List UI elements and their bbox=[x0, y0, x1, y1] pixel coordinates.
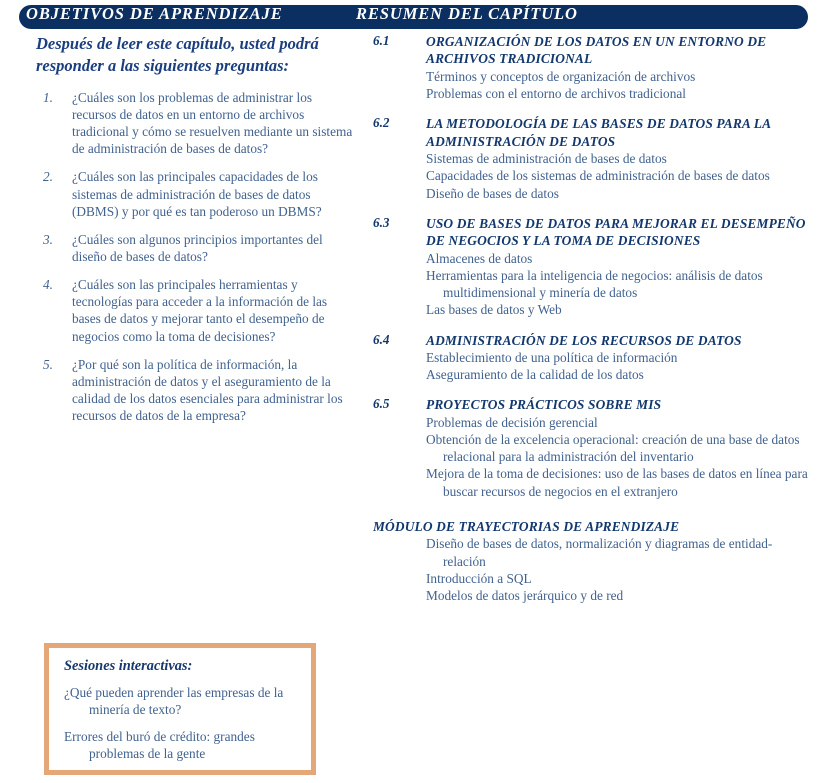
section-title: PROYECTOS PRÁCTICOS SOBRE MIS bbox=[426, 397, 662, 413]
list-item: Errores del buró de crédito: grandes problemas de la gente bbox=[64, 728, 255, 761]
question-number: 5. bbox=[43, 356, 53, 372]
section-subitems bbox=[426, 414, 811, 500]
summary-column bbox=[373, 33, 811, 604]
section-title: LA METODOLOGÍA DE LAS BASES DE DATOS PARA LA ADMINISTRACIÓN DE DATOS bbox=[426, 116, 771, 149]
list-item: Diseño de bases de datos, normalización y diagramas de entidad-relación bbox=[426, 536, 773, 569]
objectives-column bbox=[36, 33, 356, 435]
list-item: Términos y conceptos de organización de archivos bbox=[426, 68, 696, 84]
list-item: Sistemas de administración de bases de datos bbox=[426, 151, 667, 167]
section-number: 6.4 bbox=[373, 331, 390, 347]
list-item bbox=[36, 89, 356, 158]
list-item: Aseguramiento de la calidad de los datos bbox=[426, 367, 644, 383]
question-number: 4. bbox=[43, 277, 53, 293]
list-item: Las bases de datos y Web bbox=[426, 302, 562, 318]
section-subitems bbox=[426, 68, 811, 102]
section-number: 6.5 bbox=[373, 396, 390, 412]
list-item bbox=[36, 168, 356, 219]
section-title: ADMINISTRACIÓN DE LOS RECURSOS DE DATOS bbox=[426, 332, 742, 348]
list-item: Establecimiento de una política de información bbox=[426, 349, 678, 365]
module-subitems bbox=[426, 535, 811, 604]
list-item: Obtención de la excelencia operacional: creación de una base de datos relacional para la administración del inventario bbox=[426, 432, 800, 465]
list-item: Mejora de la toma de decisiones: uso de las bases de datos en línea para buscar recursos de negocios en el extranjero bbox=[426, 466, 808, 499]
list-item: Capacidades de los sistemas de administración de bases de datos bbox=[426, 168, 770, 184]
summary-section bbox=[373, 33, 811, 102]
objectives-header-title: OBJETIVOS DE APRENDIZAJE bbox=[26, 4, 283, 23]
list-item bbox=[36, 276, 356, 345]
question-text: ¿Cuáles son las principales herramientas y tecnologías para acceder a la información de las bases de datos y mejorar tanto el desempeño de negocios como la toma de decisiones? bbox=[72, 277, 328, 344]
objectives-question-list bbox=[36, 89, 356, 424]
list-item: Diseño de bases de datos bbox=[426, 185, 559, 201]
summary-section bbox=[373, 215, 811, 319]
interactive-sessions-box bbox=[44, 643, 316, 775]
list-item: ¿Qué pueden aprender las empresas de la minería de texto? bbox=[64, 685, 284, 718]
section-subitems bbox=[426, 349, 811, 383]
question-text: ¿Por qué son la política de información, la administración de datos y el aseguramiento de la calidad de los datos esenciales para administrar los recursos de datos de la empresa? bbox=[72, 356, 343, 424]
section-number: 6.2 bbox=[373, 115, 390, 131]
question-text: ¿Cuáles son los problemas de administrar los recursos de datos en un entorno de archivos tradicional y cómo se resuelven mediante un sistema de administración de bases de datos? bbox=[72, 89, 353, 157]
summary-section bbox=[373, 396, 811, 500]
section-title: ORGANIZACIÓN DE LOS DATOS EN UN ENTORNO DE ARCHIVOS TRADICIONAL bbox=[426, 34, 767, 67]
summary-section bbox=[373, 115, 811, 202]
objectives-intro: Después de leer este capítulo, usted podrá responder a las siguientes preguntas: bbox=[36, 34, 319, 75]
interactive-sessions-title: Sesiones interactivas: bbox=[64, 658, 193, 674]
question-text: ¿Cuáles son algunos principios importantes del diseño de bases de datos? bbox=[72, 231, 323, 264]
list-item bbox=[36, 231, 356, 265]
question-number: 2. bbox=[43, 169, 53, 185]
summary-section bbox=[373, 332, 811, 384]
list-item: Modelos de datos jerárquico y de red bbox=[426, 587, 624, 603]
list-item: Problemas con el entorno de archivos tradicional bbox=[426, 86, 686, 102]
section-number: 6.3 bbox=[373, 214, 390, 230]
section-title: USO DE BASES DE DATOS PARA MEJORAR EL DESEMPEÑO DE NEGOCIOS Y LA TOMA DE DECISIONES bbox=[426, 215, 806, 249]
section-subitems bbox=[426, 250, 811, 319]
learning-paths-module bbox=[373, 518, 811, 604]
module-title: MÓDULO DE TRAYECTORIAS DE APRENDIZAJE bbox=[373, 518, 680, 534]
list-item: Herramientas para la inteligencia de negocios: análisis de datos multidimensional y minería de datos bbox=[426, 267, 763, 301]
question-number: 1. bbox=[43, 89, 53, 105]
list-item: Introducción a SQL bbox=[426, 570, 532, 586]
list-item: Problemas de decisión gerencial bbox=[426, 414, 598, 430]
question-text: ¿Cuáles son las principales capacidades de los sistemas de administración de bases de datos (DBMS) y por qué es tan poderoso un DBMS? bbox=[72, 169, 322, 219]
list-item bbox=[36, 356, 356, 425]
summary-header-title: RESUMEN DEL CAPÍTULO bbox=[356, 4, 578, 23]
list-item: Almacenes de datos bbox=[426, 250, 533, 266]
section-number: 6.1 bbox=[373, 33, 390, 48]
section-subitems bbox=[426, 150, 811, 202]
question-number: 3. bbox=[43, 231, 53, 247]
